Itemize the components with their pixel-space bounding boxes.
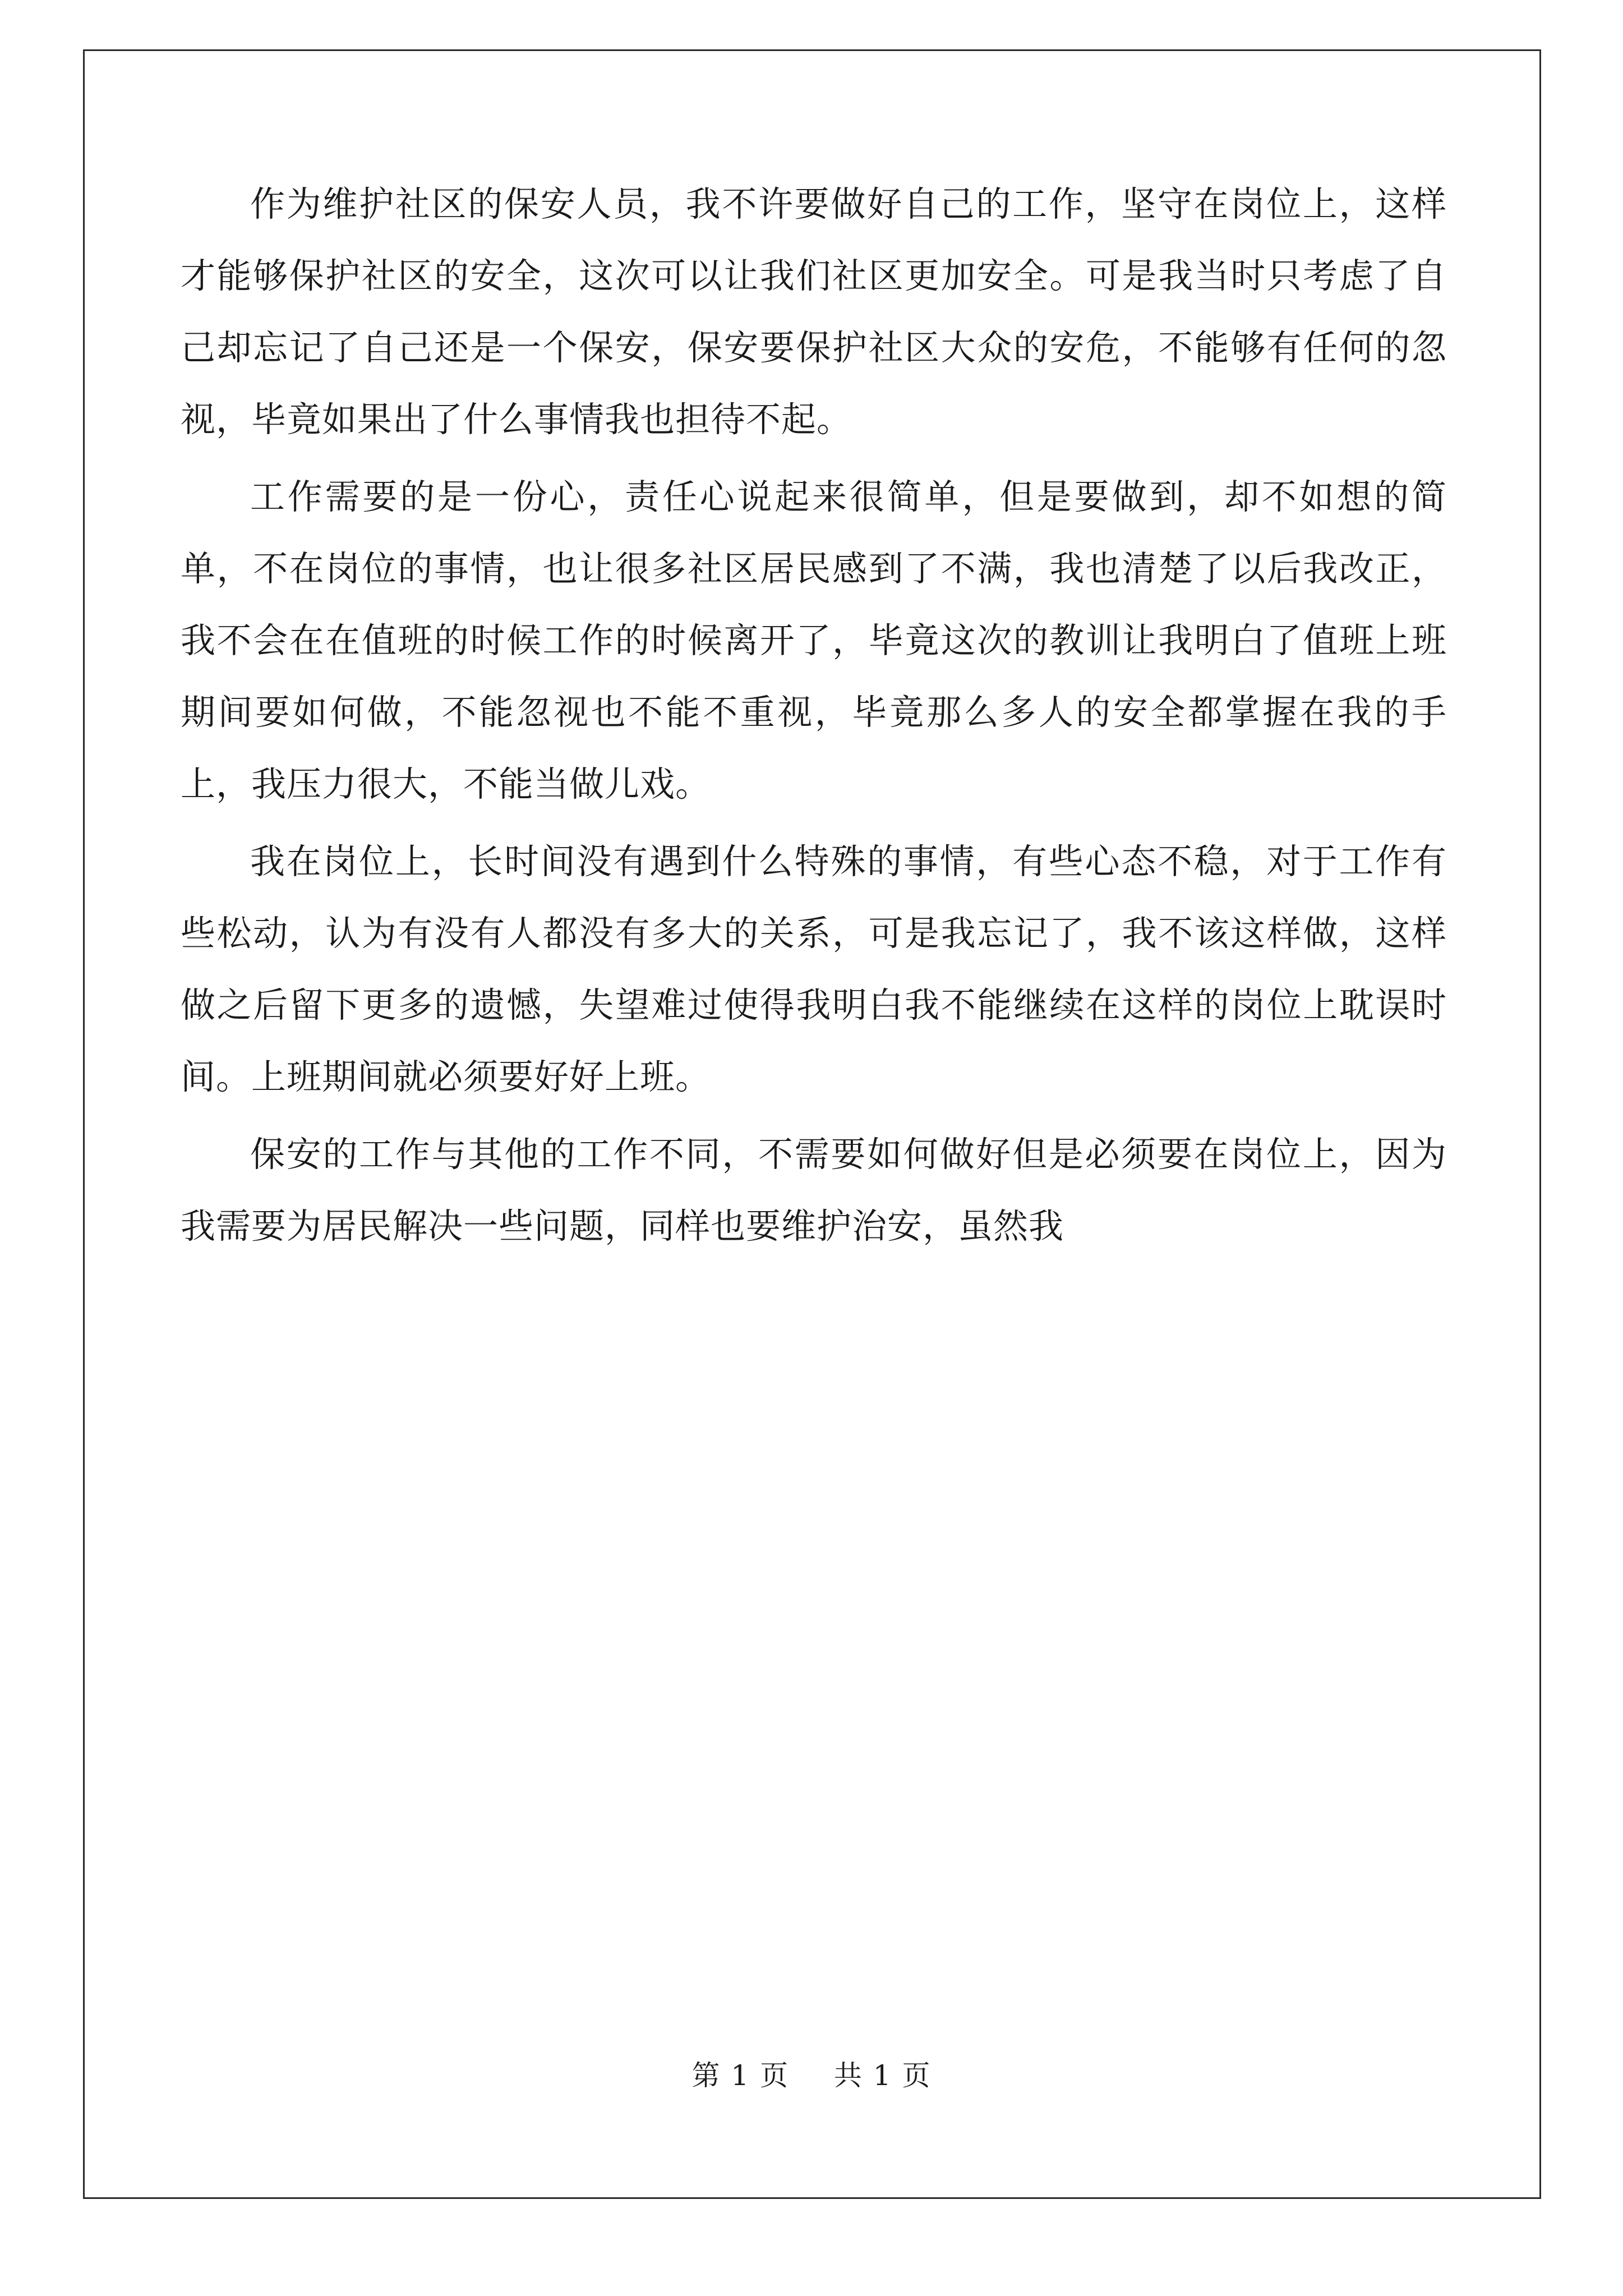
paragraph: 作为维护社区的保安人员，我不许要做好自己的工作，坚守在岗位上，这样才能够保护社区的安全，这次可以让我们社区更加安全。可是我当时只考虑了自己却忘记了自己还是一个保安，保安要保护社区大众的安危，不能够有任何的忽视，毕竟如果出了什么事情我也担待不起。	[181, 183, 1447, 440]
footer-total-pages: 共 1 页	[833, 2059, 932, 2092]
footer-current-page: 第 1 页	[691, 2059, 790, 2092]
paragraph: 工作需要的是一份心，责任心说起来很简单，但是要做到，却不如想的简单，不在岗位的事情，也让很多社区居民感到了不满，我也清楚了以后我改正，我不会在在值班的时候工作的时候离开了，毕竟这次的教训让我明白了值班上班期间要如何做，不能忽视也不能不重视，毕竟那么多人的安全都掌握在我的手上，我压力很大，不能当做儿戏。	[181, 476, 1447, 804]
paragraph: 我在岗位上，长时间没有遇到什么特殊的事情，有些心态不稳，对于工作有些松动，认为有没有人都没有多大的关系，可是我忘记了，我不该这样做，这样做之后留下更多的遗憾，失望难过使得我明白我不能继续在这样的岗位上耽误时间。上班期间就必须要好好上班。	[181, 841, 1447, 1097]
document-body	[181, 168, 1447, 1268]
page-footer	[0, 2053, 1623, 2093]
paragraph: 保安的工作与其他的工作不同，不需要如何做好但是必须要在岗位上，因为我需要为居民解决一些问题，同样也要维护治安，虽然我	[181, 1134, 1447, 1246]
